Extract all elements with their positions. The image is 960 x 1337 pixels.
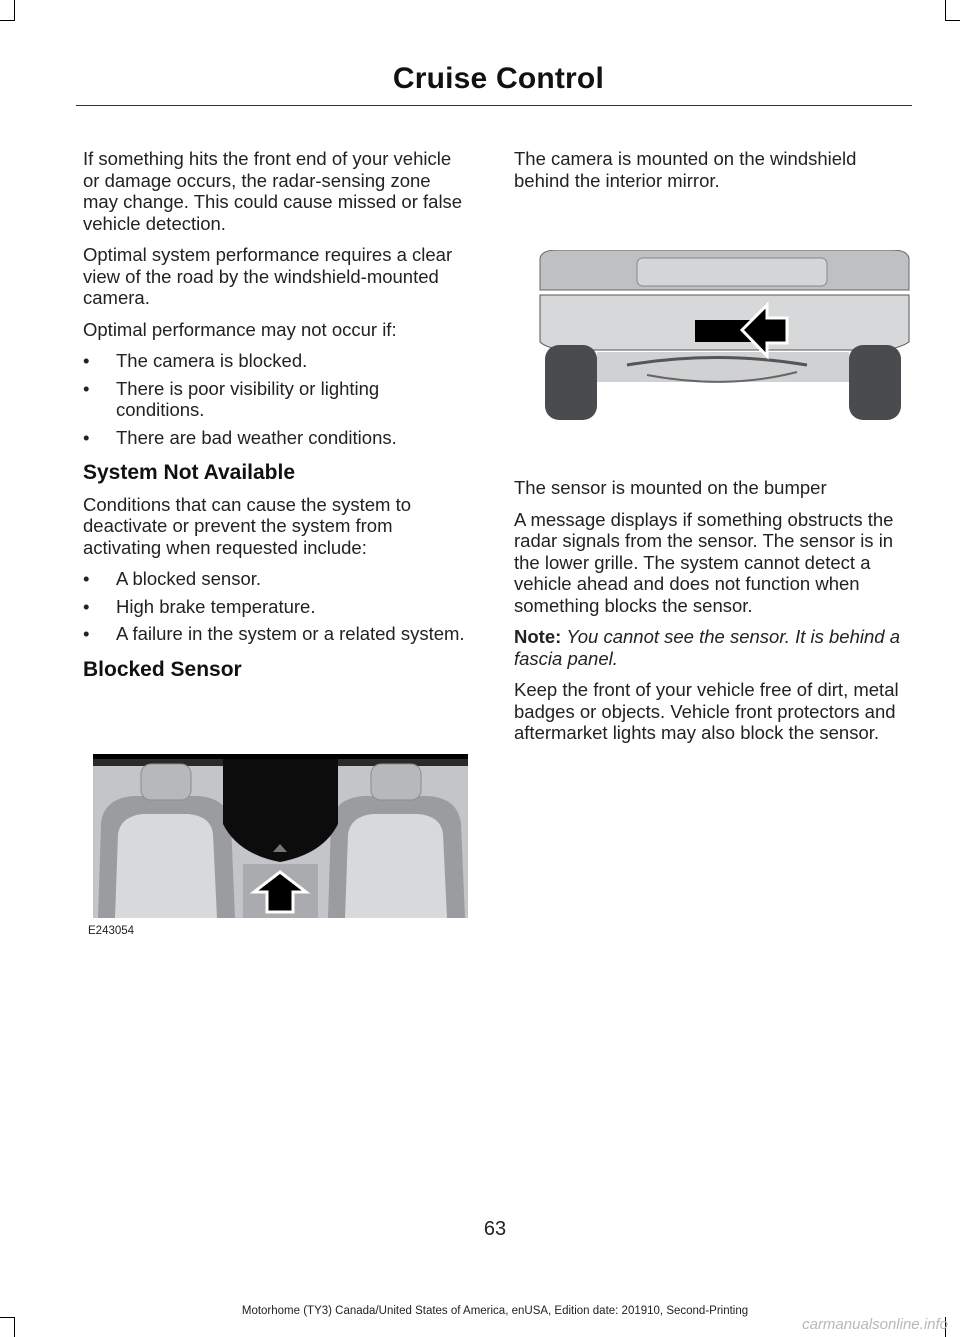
- bullet-list: [83, 568, 468, 645]
- camera-location-illustration: [93, 754, 468, 918]
- right-column: [514, 148, 914, 754]
- watermark: carmanualsonline.info: [802, 1316, 948, 1333]
- page-title: Cruise Control: [392, 62, 604, 95]
- paragraph: If something hits the front end of your vehicle or damage occurs, the radar-sensing zone may change. This could cause missed or false vehicle detection.: [83, 148, 463, 234]
- header-divider: [76, 105, 912, 106]
- sensor-location-illustration: [537, 250, 912, 425]
- interior-seats-image: [93, 754, 468, 918]
- crop-mark: [14, 1317, 15, 1337]
- list-item: • The camera is blocked.: [83, 350, 468, 372]
- footer-edition: Motorhome (TY3) Canada/United States of America, enUSA, Edition date: 201910, Second-Printing: [241, 1305, 749, 1317]
- crop-mark: [945, 20, 960, 21]
- section-heading: Blocked Sensor: [83, 657, 242, 681]
- paragraph: Optimal performance may not occur if:: [83, 318, 397, 340]
- left-column: [83, 148, 468, 690]
- bumper-image: [537, 250, 912, 425]
- crop-mark: [945, 0, 946, 20]
- crop-mark: [14, 0, 15, 20]
- paragraph: Optimal system performance requires a clear view of the road by the windshield-mounted camera.: [83, 244, 453, 308]
- crop-mark: [0, 20, 15, 21]
- figure-caption: E243054: [88, 925, 135, 937]
- section-heading: System Not Available: [83, 461, 296, 484]
- list-item: • A failure in the system or a related system.: [83, 623, 468, 645]
- paragraph: The sensor is mounted on the bumper: [514, 477, 827, 498]
- page-number: 63: [483, 1218, 507, 1240]
- bullet-list: [83, 350, 468, 448]
- paragraph: The camera is mounted on the windshield behind the interior mirror.: [514, 148, 857, 191]
- paragraph: A message displays if something obstructs the radar signals from the sensor. The sensor is in the lower grille. The system cannot detect a vehicle ahead and does not function when something blocks the sensor.: [514, 508, 894, 616]
- list-item: • There is poor visibility or lighting conditions.: [83, 378, 468, 421]
- paragraph: Conditions that can cause the system to deactivate or prevent the system from activating when requested include:: [83, 493, 412, 558]
- list-item: • There are bad weather conditions.: [83, 427, 468, 449]
- note-text: You cannot see the sensor. It is behind a fascia panel.: [514, 626, 900, 669]
- paragraph: Keep the front of your vehicle free of dirt, metal badges or objects. Vehicle front protectors and aftermarket lights may also block the sensor.: [514, 679, 899, 743]
- note: [514, 626, 914, 669]
- list-item: • A blocked sensor.: [83, 568, 468, 590]
- list-item: • High brake temperature.: [83, 596, 468, 618]
- crop-mark: [0, 1317, 15, 1318]
- note-label: Note:: [514, 626, 562, 647]
